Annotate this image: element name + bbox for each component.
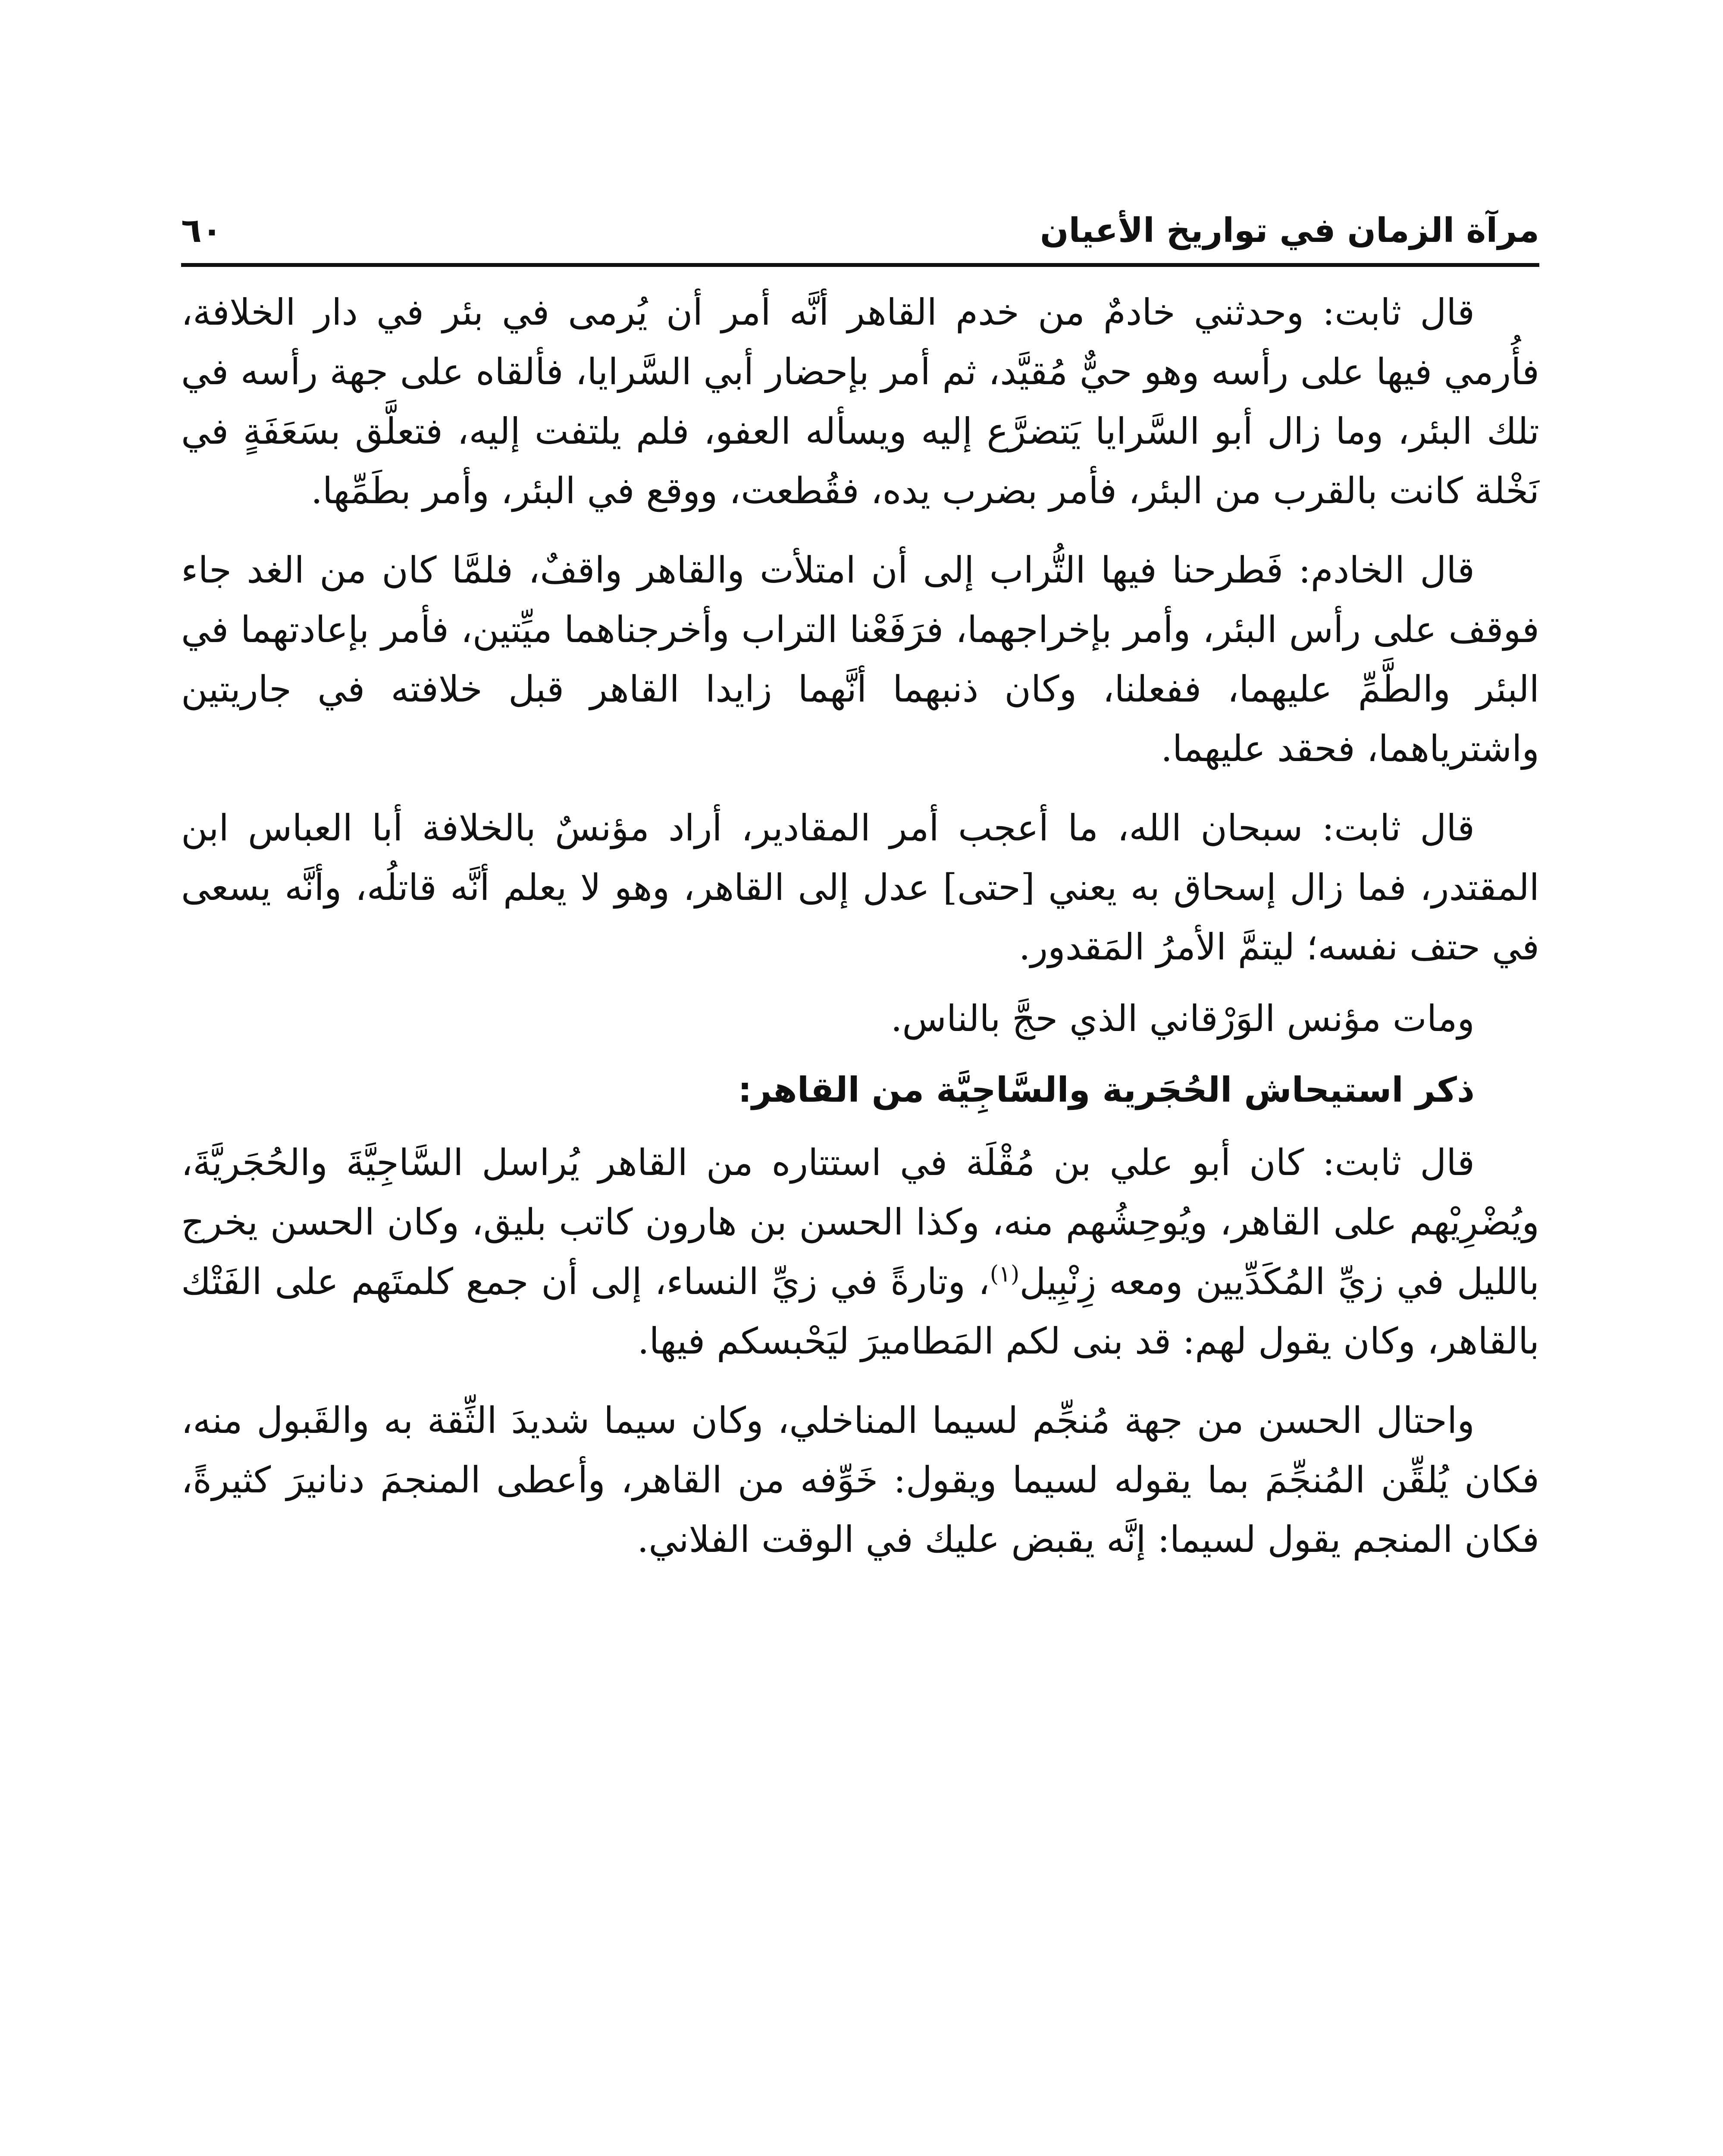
paragraph-5-text-a: قال ثابت: كان أبو علي بن مُقْلَة في استتاره من القاهر يُراسل السَّاجِيَّةَ والحُجَريَّةَ، ويُضْرِيْهم على القاهر، ويُوحِشُهم منه، وكذا الحسن بن هارون كاتب بليق، وكان الحسن يخرج بالليل في زيِّ المُكَدِّيين ومعه زِنْبِيل (181, 1141, 1539, 1303)
book-title: مرآة الزمان في تواريخ الأعيان (1040, 211, 1539, 250)
section-heading: ذكر استيحاش الحُجَرية والسَّاجِيَّة من القاهر: (738, 1070, 1475, 1110)
running-header (181, 207, 1539, 259)
paragraph-4: ومات مؤنس الوَرْقاني الذي حجَّ بالناس. (890, 997, 1475, 1040)
paragraph-6: واحتال الحسن من جهة مُنجِّم لسيما المناخلي، وكان سيما شديدَ الثِّقة به والقَبول منه، فكان يُلقِّن المُنجِّمَ بما يقوله لسيما ويقول: خَوِّفه من القاهر، وأعطى المنجمَ دنانيرَ كثيرةً، فكان المنجم يقول لسيما: إنَّه يقبض عليك في الوقت الفلاني. (181, 1399, 1539, 1561)
book-page (181, 181, 1539, 2156)
header-divider (181, 263, 1539, 267)
paragraph-5-text-b: ، وتارةً في زيِّ النساء، إلى أن جمع كلمتَهم على الفَتْك بالقاهر، وكان يقول لهم: قد بنى لكم المَطاميرَ ليَحْبسكم فيها. (181, 1260, 1539, 1362)
paragraph-1: قال ثابت: وحدثني خادمٌ من خدم القاهر أنَّه أمر أن يُرمى في بئر في دار الخلافة، فأُرمي فيها على رأسه وهو حيٌّ مُقيَّد، ثم أمر بإحضار أبي السَّرايا، فألقاه على جهة رأسه في تلك البئر، وما زال أبو السَّرايا يَتضرَّع إليه ويسأله العفو، فلم يلتفت إليه، فتعلَّق بسَعَفَةٍ في نَخْلة كانت بالقرب من البئر، فأمر بضرب يده، فقُطعت، ووقع في البئر، وأمر بطَمِّها. (181, 291, 1539, 512)
paragraph-5 (181, 1133, 1539, 1371)
footnote-reference: (١) (990, 1261, 1020, 1287)
main-text (181, 282, 1539, 1589)
paragraph-2: قال الخادم: فَطرحنا فيها التُّراب إلى أن امتلأت والقاهر واقفٌ، فلمَّا كان من الغد جاء فوقف على رأس البئر، وأمر بإخراجهما، فرَفَعْنا التراب وأخرجناهما ميِّتين، فأمر بإعادتهما في البئر والطَّمِّ عليهما، ففعلنا، وكان ذنبهما أنَّهما زايدا القاهر قبل خلافته في جاريتين واشترياهما، فحقد عليهما. (181, 549, 1539, 770)
paragraph-3: قال ثابت: سبحان الله، ما أعجب أمر المقادير، أراد مؤنسٌ بالخلافة أبا العباس ابن المقتدر، فما زال إسحاق به يعني [حتى] عدل إلى القاهر، وهو لا يعلم أنَّه قاتلُه، وأنَّه يسعى في حتف نفسه؛ ليتمَّ الأمرُ المَقدور. (181, 807, 1539, 968)
page-number: ٦٠ (181, 211, 222, 250)
